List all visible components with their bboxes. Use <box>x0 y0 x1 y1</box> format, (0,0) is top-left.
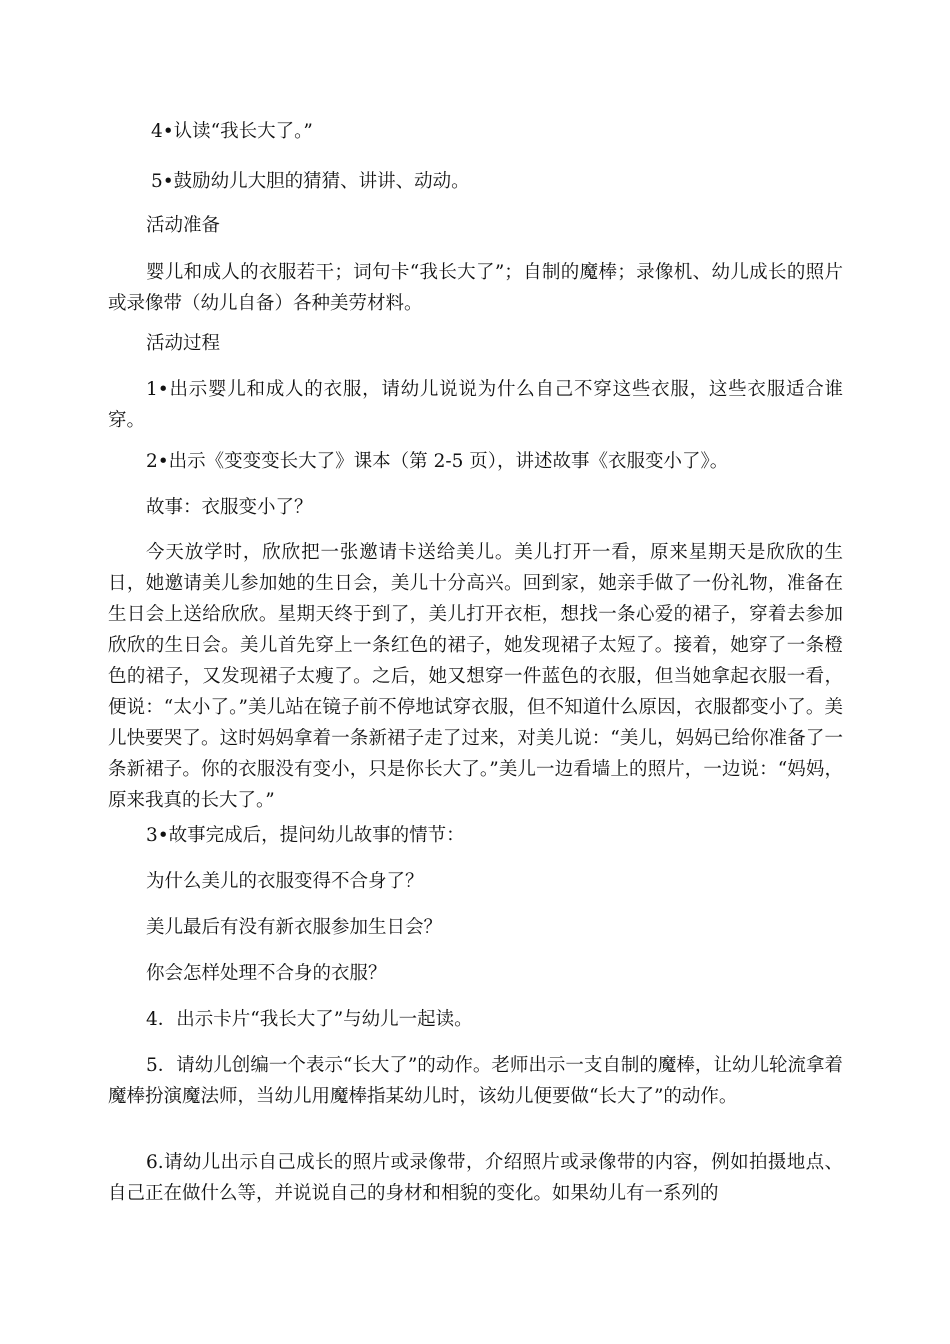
question-2: 美儿最后有没有新衣服参加生日会？ <box>146 917 443 938</box>
objective-5: 5•鼓励幼儿大胆的猜猜、讲讲、动动。 <box>151 171 470 192</box>
process-step-5: 5．请幼儿创编一个表示“长大了”的动作。老师出示一支自制的魔棒，让幼儿轮流拿着魔棒扮演魔法师，当幼儿用魔棒指某幼儿时，该幼儿便要做“长大了”的动作。 <box>108 1055 843 1107</box>
process-step-2: 2•出示《变变变长大了》课本（第 2-5 页），讲述故事《衣服变小了》。 <box>146 451 729 472</box>
objective-4: 4•认读“我长大了。” <box>151 121 313 142</box>
story-body: 今天放学时，欣欣把一张邀请卡送给美儿。美儿打开一看，原来星期天是欣欣的生日，她邀请美儿参加她的生日会，美儿十分高兴。回到家，她亲手做了一份礼物，准备在生日会上送给欣欣。星期天终于到了，美儿打开衣柜，想找一条心爱的裙子，穿着去参加欣欣的生日会。美儿首先穿上一条红色的裙子，她发现裙子太短了。接着，她穿了一条橙色的裙子，又发现裙子太瘦了。之后，她又想穿一件蓝色的衣服，但当她拿起衣服一看，便说：“太小了。”美儿站在镜子前不停地试穿衣服，但不知道什么原因，衣服都变小了。美儿快要哭了。这时妈妈拿着一条新裙子走了过来，对美儿说：“美儿，妈妈已给你准备了一条新裙子。你的衣服没有变小，只是你长大了。”美儿一边看墙上的照片，一边说：“妈妈，原来我真的长大了。” <box>108 542 843 811</box>
preparation-text: 婴儿和成人的衣服若干；词句卡“我长大了”；自制的魔棒；录像机、幼儿成长的照片或录像带（幼儿自备）各种美劳材料。 <box>108 262 843 314</box>
process-step-4: 4．出示卡片“我长大了”与幼儿一起读。 <box>146 1009 473 1030</box>
question-1: 为什么美儿的衣服变得不合身了？ <box>146 871 424 892</box>
heading-preparation: 活动准备 <box>146 215 221 236</box>
question-3: 你会怎样处理不合身的衣服？ <box>146 963 387 984</box>
process-step-3: 3•故事完成后，提问幼儿故事的情节： <box>146 825 465 846</box>
process-step-6: 6.请幼儿出示自己成长的照片或录像带，介绍照片或录像带的内容，例如拍摄地点、自己正在做什么等，并说说自己的身材和相貌的变化。如果幼儿有一系列的 <box>108 1152 843 1204</box>
process-step-1: 1•出示婴儿和成人的衣服，请幼儿说说为什么自己不穿这些衣服，这些衣服适合谁穿。 <box>108 379 843 431</box>
heading-process: 活动过程 <box>146 333 221 354</box>
story-title: 故事：衣服变小了？ <box>146 497 313 518</box>
